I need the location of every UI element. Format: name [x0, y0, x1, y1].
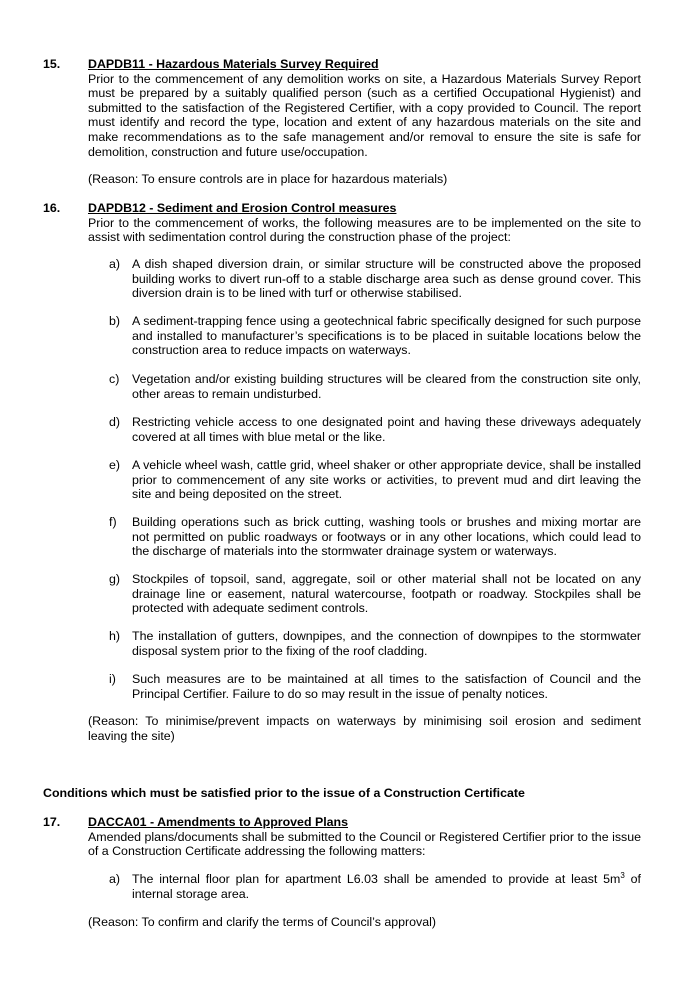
- reason-text: (Reason: To minimise/prevent impacts on waterways by minimising soil erosion and sediment leaving the site): [88, 714, 641, 743]
- list-item-label: i): [109, 672, 116, 686]
- list-item-text: A sediment-trapping fence using a geotechnical fabric specifically designed for such purpose and installed to manufacturer’s specifications is to be placed in suitable locations below the construction area to reduce impacts on waterways.: [132, 314, 641, 358]
- section-heading: Conditions which must be satisfied prior to the issue of a Construction Certificate: [43, 786, 525, 800]
- list-item-text: Such measures are to be maintained at all times to the satisfaction of Council and the Principal Certifier. Failure to do so may result in the issue of penalty notices.: [132, 672, 641, 701]
- list-item-label: e): [109, 458, 121, 472]
- condition-title: DACCA01 - Amendments to Approved Plans: [88, 815, 349, 829]
- condition-title: DAPDB12 - Sediment and Erosion Control measures: [88, 201, 397, 215]
- condition-title: DAPDB11 - Hazardous Materials Survey Required: [88, 57, 379, 71]
- list-item-text: The installation of gutters, downpipes, and the connection of downpipes to the stormwater disposal system prior to the fixing of the roof cladding.: [132, 629, 641, 658]
- reason-text: (Reason: To ensure controls are in place for hazardous materials): [88, 172, 448, 186]
- list-item-label: d): [109, 415, 121, 429]
- list-item-label: a): [109, 872, 121, 886]
- condition-body: [88, 201, 641, 245]
- list-item-text: Stockpiles of topsoil, sand, aggregate, soil or other material shall not be located on any drainage line or easement, natural watercourse, footpath or roadway. Stockpiles shall be protected with adequate sediment controls.: [132, 572, 641, 616]
- reason-text: (Reason: To confirm and clarify the terms of Council’s approval): [88, 915, 437, 929]
- condition-paragraph: Prior to the commencement of works, the following measures are to be implemented on the site to assist with sedimentation control during the construction phase of the project:: [88, 215, 641, 245]
- condition-body: [88, 57, 641, 159]
- list-item-label: f): [109, 515, 117, 529]
- list-item-text: [132, 872, 641, 901]
- condition-number: 17.: [43, 815, 61, 829]
- list-item-text: A vehicle wheel wash, cattle grid, wheel shaker or other appropriate device, shall be installed prior to commencement of any site works or activities, to prevent mud and dirt leaving the site and being deposited on the street.: [132, 458, 641, 502]
- list-item-label: c): [109, 372, 120, 386]
- condition-number: 15.: [43, 57, 61, 71]
- list-item-text: Building operations such as brick cutting, washing tools or brushes and mixing mortar are not permitted on public roadways or footways or in any other locations, which could lead to the discharge of materials into the stormwater drainage system or waterways.: [132, 515, 641, 559]
- condition-paragraph: Prior to the commencement of any demolition works on site, a Hazardous Materials Survey Report must be prepared by a suitably qualified person (such as a certified Occupational Hygienist) and submitted to the satisfaction of the Registered Certifier, with a copy provided to Council. The report must identify and record the type, location and extent of any hazardous materials on the site and make recommendations as to the safe management and/or removal to ensure the site is safe for demolition, construction and future use/occupation.: [88, 71, 641, 159]
- list-item-text: Restricting vehicle access to one designated point and having these driveways adequately covered at all times with blue metal or the like.: [132, 415, 641, 444]
- list-item-label: b): [109, 314, 121, 328]
- condition-number: 16.: [43, 201, 61, 215]
- list-item-label: a): [109, 257, 121, 271]
- list-item-label: h): [109, 629, 121, 643]
- list-item-label: g): [109, 572, 121, 586]
- superscript: 3: [620, 870, 625, 880]
- list-item-text: Vegetation and/or existing building structures will be cleared from the construction site only, other areas to remain undisturbed.: [132, 372, 641, 401]
- list-item-text-before: The internal floor plan for apartment L6.03 shall be amended to provide at least 5m: [132, 872, 621, 886]
- condition-body: [88, 815, 641, 859]
- condition-paragraph: Amended plans/documents shall be submitted to the Council or Registered Certifier prior to the issue of a Construction Certificate addressing the following matters:: [88, 829, 641, 859]
- list-item-text: A dish shaped diversion drain, or similar structure will be constructed above the proposed building works to divert run-off to a stable discharge area such as dense ground cover. This diversion drain is to be lined with turf or otherwise stabilised.: [132, 257, 641, 301]
- list-item-text-after: of internal storage area.: [132, 872, 642, 901]
